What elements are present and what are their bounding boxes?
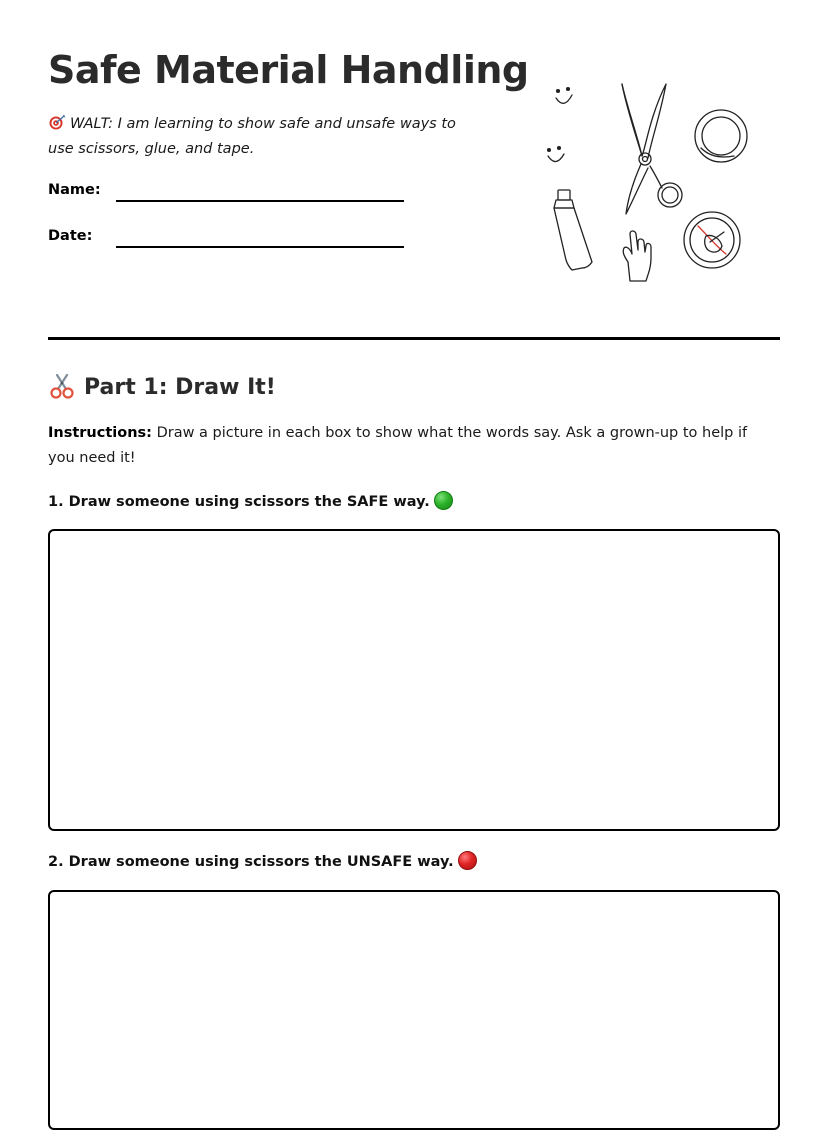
materials-illustration bbox=[538, 76, 758, 286]
name-field-row bbox=[48, 180, 408, 204]
green-circle-icon bbox=[434, 491, 453, 510]
tape-icon bbox=[695, 110, 747, 162]
instructions bbox=[48, 421, 778, 471]
walt-text: WALT: I am learning to show safe and unsafe ways to use scissors, glue, and tape. bbox=[48, 116, 456, 157]
name-label: Name: bbox=[48, 182, 101, 198]
date-field-row bbox=[48, 226, 408, 250]
date-label: Date: bbox=[48, 228, 93, 244]
walt-statement bbox=[48, 112, 478, 162]
instructions-text: Draw a picture in each box to show what the words say. Ask a grown-up to help if you need it! bbox=[48, 425, 748, 466]
question-1-text: 1. Draw someone using scissors the SAFE way. bbox=[48, 494, 430, 510]
drawing-box-safe[interactable] bbox=[48, 529, 780, 831]
section-divider bbox=[48, 337, 780, 340]
question-1-label bbox=[48, 491, 453, 513]
smiley-icon-2 bbox=[548, 147, 564, 162]
part1-title-text: Part 1: Draw It! bbox=[84, 375, 276, 400]
glue-bottle-icon bbox=[554, 190, 592, 270]
smiley-icon bbox=[556, 88, 572, 104]
date-write-line[interactable] bbox=[116, 246, 404, 248]
red-circle-icon bbox=[458, 851, 477, 870]
no-sign-icon bbox=[684, 212, 740, 268]
scissors-icon bbox=[622, 84, 682, 214]
drawing-box-unsafe[interactable] bbox=[48, 890, 780, 1130]
question-2-label bbox=[48, 851, 477, 873]
worksheet-header bbox=[48, 44, 529, 244]
question-2-text: 2. Draw someone using scissors the UNSAFE way. bbox=[48, 854, 454, 870]
part1-title bbox=[48, 372, 276, 404]
page-title: Safe Material Handling bbox=[48, 48, 529, 92]
instructions-label: Instructions: bbox=[48, 425, 152, 441]
scissors-emoji-icon bbox=[48, 372, 76, 400]
name-write-line[interactable] bbox=[116, 200, 404, 202]
hand-icon bbox=[623, 231, 651, 281]
target-icon bbox=[48, 114, 66, 130]
